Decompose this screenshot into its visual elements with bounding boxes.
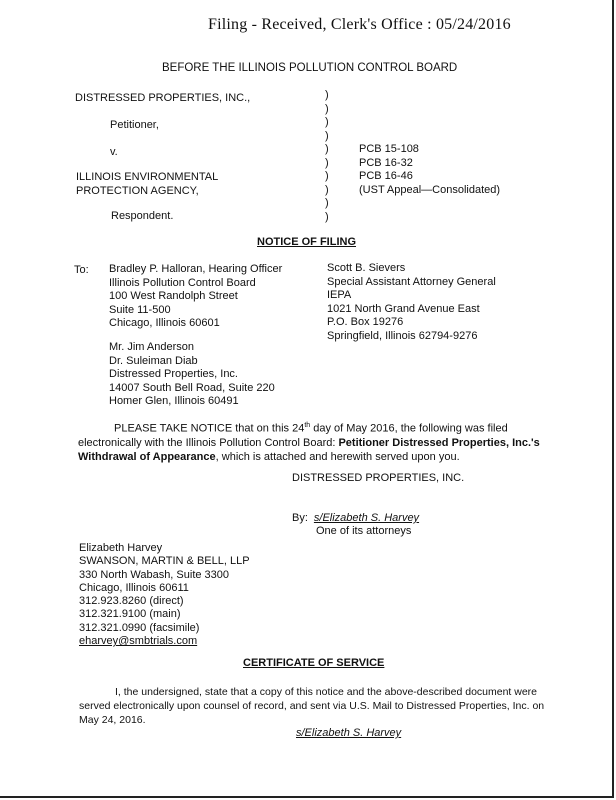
petitioner-label: Petitioner, — [110, 119, 159, 131]
address-line: Homer Glen, Illinois 60491 — [109, 395, 239, 408]
notice-text: , which is attached and herewith served upon you. — [215, 450, 460, 463]
phone-main: 312.321.9100 (main) — [79, 608, 181, 621]
paren: ) — [325, 102, 329, 115]
notice-title: NOTICE OF FILING — [257, 236, 356, 248]
address-line: P.O. Box 19276 — [327, 316, 404, 329]
certificate-title: CERTIFICATE OF SERVICE — [243, 657, 385, 669]
address-line: Scott B. Sievers — [327, 262, 406, 274]
recipient-client — [109, 341, 275, 409]
paren: ) — [325, 210, 329, 223]
certificate-body — [79, 685, 547, 727]
phone-fax: 312.321.0990 (facsimile) — [79, 621, 200, 634]
address-line: Special Assistant Attorney General — [327, 275, 496, 288]
address-line: 14007 South Bell Road, Suite 220 — [109, 381, 275, 394]
phone-direct: 312.923.8260 (direct) — [79, 595, 184, 608]
address-line: Bradley P. Halloran, Hearing Officer — [109, 263, 283, 275]
notice-text: day of May 2016, the following was filed electronically with the Illinois Pollution Control Board: — [78, 422, 508, 449]
board-header: BEFORE THE ILLINOIS POLLUTION CONTROL BOARD — [162, 62, 458, 74]
firm-street: 330 North Wabash, Suite 3300 — [79, 568, 230, 581]
address-line: Suite 11-500 — [109, 303, 171, 316]
paren: ) — [325, 116, 329, 128]
electronic-signature: s/Elizabeth S. Harvey — [313, 512, 420, 524]
notice-body — [78, 419, 548, 464]
address-line: IEPA — [327, 289, 352, 302]
address-line: 1021 North Grand Avenue East — [327, 302, 480, 315]
paren: ) — [325, 170, 329, 182]
filing-stamp: Filing - Received, Clerk's Office : 05/24/2016 — [208, 16, 511, 33]
firm-city: Chicago, Illinois 60611 — [79, 581, 189, 594]
address-line: Dr. Suleiman Diab — [109, 354, 198, 367]
ordinal-suffix: th — [304, 422, 311, 429]
certificate-signature: s/Elizabeth S. Harvey — [296, 727, 402, 739]
case-number: PCB 15-108 — [359, 143, 419, 155]
paren: ) — [325, 129, 329, 142]
respondent-label: Respondent. — [111, 210, 174, 222]
signature-line — [292, 512, 419, 526]
respondent-name-line1: ILLINOIS ENVIRONMENTAL — [76, 171, 219, 183]
signature-organization: DISTRESSED PROPERTIES, INC. — [292, 472, 465, 484]
attorney-block — [79, 542, 250, 648]
to-label: To: — [74, 264, 89, 276]
address-line: Mr. Jim Anderson — [109, 341, 194, 353]
paren: ) — [325, 197, 329, 209]
filed-document-title: Petitioner Distressed Properties, Inc.'s Withdrawal of Appearance — [78, 436, 540, 463]
case-number: PCB 16-46 — [359, 170, 413, 183]
attorney-name: Elizabeth Harvey — [79, 542, 163, 554]
address-line: Distressed Properties, Inc. — [109, 368, 238, 381]
law-firm: SWANSON, MARTIN & BELL, LLP — [79, 555, 250, 568]
paren: ) — [325, 143, 329, 155]
notice-text: PLEASE TAKE NOTICE that on this 24 — [114, 422, 305, 435]
case-number: PCB 16-32 — [359, 156, 413, 169]
case-numbers — [359, 143, 500, 197]
address-line: Illinois Pollution Control Board — [109, 276, 256, 289]
paren: ) — [325, 89, 329, 101]
versus-label: v. — [110, 146, 118, 158]
signer-role: One of its attorneys — [316, 525, 412, 537]
case-note: (UST Appeal—Consolidated) — [359, 183, 501, 196]
petitioner-name: DISTRESSED PROPERTIES, INC., — [75, 92, 251, 104]
address-line: Chicago, Illinois 60601 — [109, 317, 220, 330]
by-label: By: — [292, 512, 308, 524]
certificate-text: I, the undersigned, state that a copy of this notice and the above-described document were served electronically upon counsel of record, and sent via U.S. Mail to Distressed Properties, Inc. on May 24, 2016. — [79, 686, 545, 726]
paren: ) — [325, 156, 329, 169]
recipient-hearing-officer — [109, 263, 282, 331]
attorney-email: eharvey@smbtrials.com — [79, 635, 198, 648]
respondent-name — [76, 171, 218, 198]
address-line: Springfield, Illinois 62794-9276 — [327, 329, 478, 342]
respondent-name-line2: PROTECTION AGENCY, — [76, 184, 199, 197]
address-line: 100 West Randolph Street — [109, 290, 238, 303]
caption-parentheses — [325, 89, 329, 224]
recipient-iepa — [327, 262, 496, 344]
paren: ) — [325, 183, 329, 196]
